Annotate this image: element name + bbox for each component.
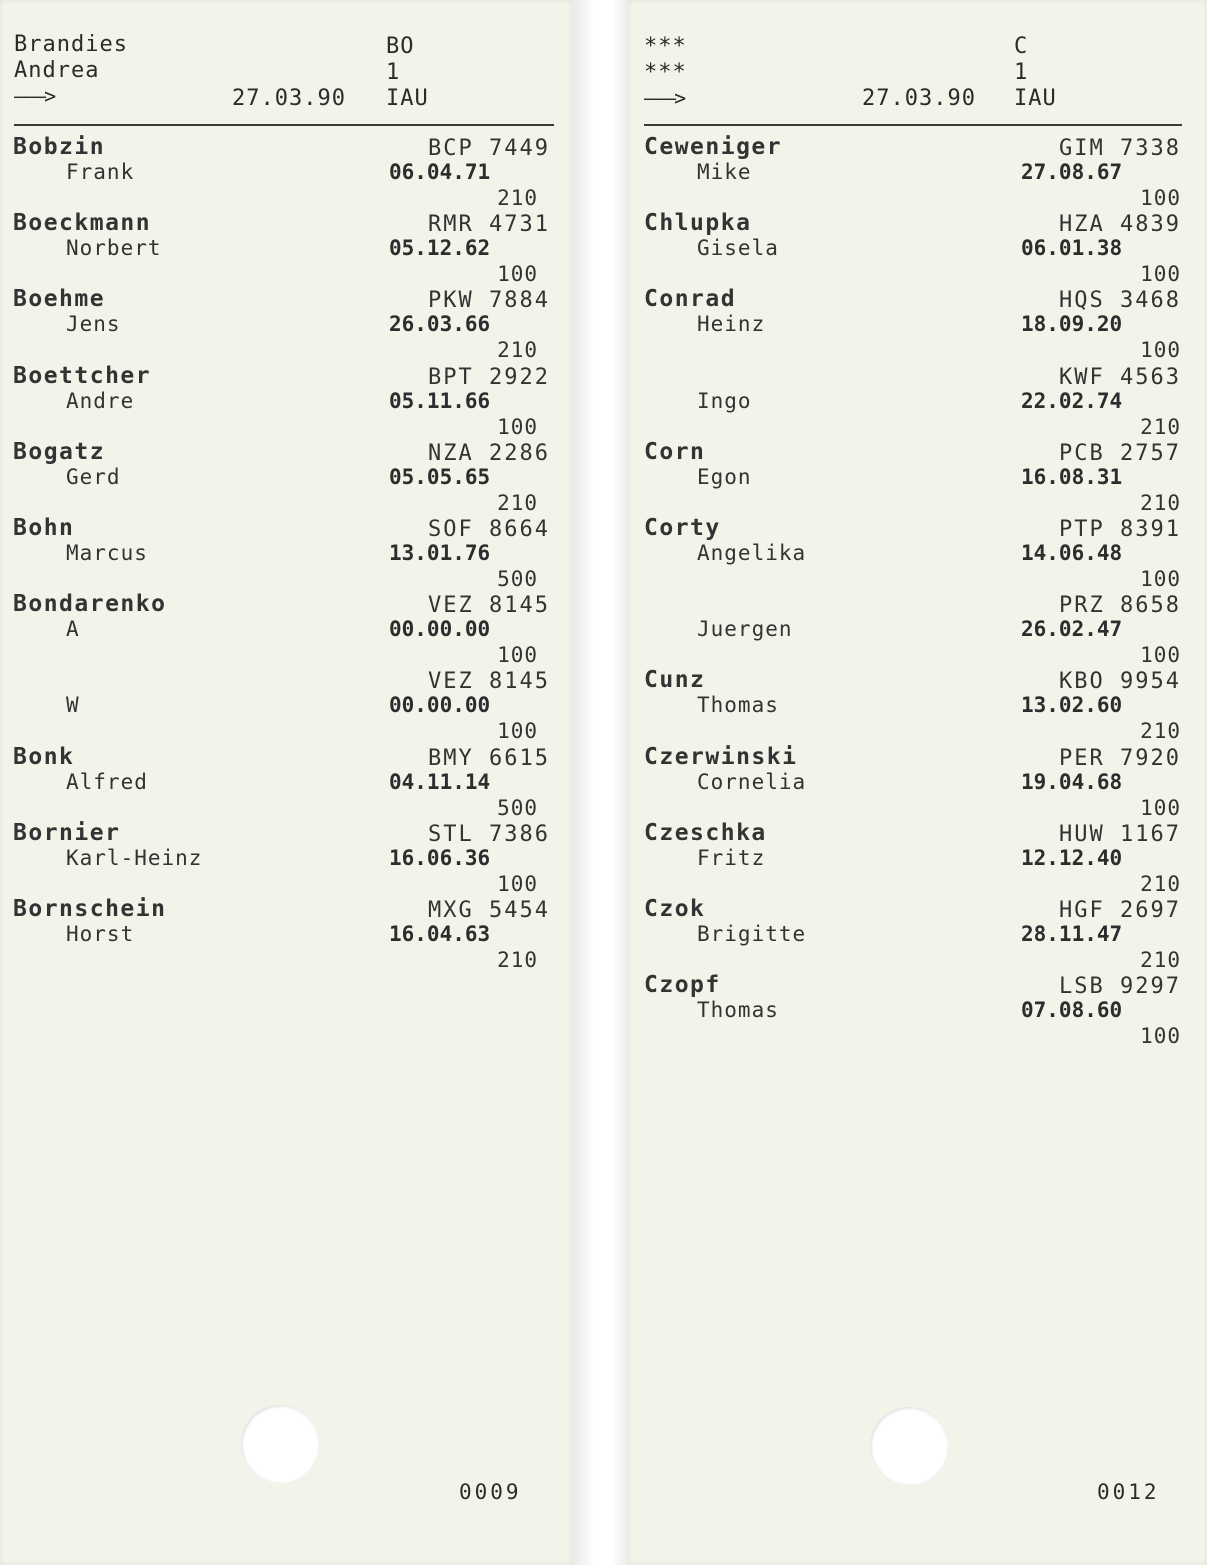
entry-surname: Corty	[644, 515, 721, 541]
entry-amount: 210	[1140, 948, 1181, 972]
entry-amount: 100	[1140, 338, 1181, 363]
page-number: 0009	[459, 1480, 522, 1504]
header-rule	[644, 124, 1182, 126]
entry-amount: 210	[1140, 719, 1181, 744]
entry-code: KWF 4563	[1059, 364, 1181, 390]
entry-amount: 210	[1140, 414, 1181, 439]
punch-hole	[241, 1405, 319, 1483]
entry-code: LSB 9297	[1059, 974, 1181, 1000]
entry-code: BPT 2922	[428, 364, 550, 390]
entry-code: MXG 5454	[428, 898, 550, 923]
entry-date: 00.00.00	[389, 617, 491, 642]
entry-amount: 100	[497, 643, 538, 668]
entry-code: PRZ 8658	[1059, 593, 1181, 619]
entry-code: HUW 1167	[1059, 821, 1181, 847]
entry-amount: 210	[497, 490, 538, 515]
entry-surname: Czopf	[644, 972, 721, 999]
header-name-line1: Brandies	[14, 32, 128, 57]
entry-firstname: A	[66, 617, 80, 642]
entry-date: 26.03.66	[389, 312, 491, 337]
entry-date: 06.04.71	[389, 160, 491, 184]
entry-firstname: Ingo	[697, 388, 752, 413]
entry-firstname: Gerd	[66, 464, 121, 489]
entry-code: PER 7920	[1059, 745, 1181, 771]
entry-firstname: Mike	[697, 160, 752, 184]
entry-code: HGF 2697	[1059, 898, 1181, 923]
entry-firstname: Horst	[66, 922, 135, 946]
entry-firstname: Jens	[66, 312, 121, 337]
entry-firstname: Angelika	[697, 541, 807, 565]
entry-date: 12.12.40	[1021, 845, 1123, 870]
entry-date: 07.08.60	[1021, 998, 1123, 1023]
entry-firstname: Heinz	[697, 312, 766, 337]
entry-date: 18.09.20	[1021, 312, 1123, 337]
entry-amount: 100	[1140, 567, 1181, 591]
entry-code: BMY 6615	[428, 745, 550, 771]
header-arrow: ———>	[14, 84, 55, 108]
entry-date: 05.11.66	[389, 388, 491, 413]
entry-surname: Bohn	[13, 515, 75, 541]
entry-surname: Bornschein	[13, 896, 167, 922]
entry-date: 04.11.14	[389, 769, 491, 794]
entry-date: 13.01.76	[389, 541, 491, 565]
entry-amount: 210	[1140, 871, 1181, 896]
entry-code: RMR 4731	[428, 212, 550, 238]
entry-surname: Ceweniger	[644, 134, 783, 160]
sheet-gap	[572, 0, 628, 1565]
header-date: 27.03.90	[232, 86, 346, 111]
entry-surname: Boettcher	[13, 362, 152, 389]
header-code-line2: 1	[1014, 60, 1029, 85]
entry-surname: Bobzin	[13, 134, 106, 160]
header-date: 27.03.90	[862, 86, 976, 111]
entry-surname: Boeckmann	[13, 210, 152, 237]
entry-date: 16.06.36	[389, 845, 491, 870]
header-code-line2: 1	[386, 60, 401, 85]
entry-surname: Cunz	[644, 667, 706, 694]
entry-surname: Bornier	[13, 819, 121, 846]
page-number: 0012	[1097, 1480, 1160, 1504]
entry-date: 05.12.62	[389, 236, 491, 261]
entry-amount: 210	[497, 338, 538, 363]
entry-amount: 100	[497, 871, 538, 896]
entry-firstname: Gisela	[697, 236, 779, 261]
entry-firstname: Juergen	[697, 617, 793, 642]
punch-hole	[870, 1407, 948, 1485]
entry-amount: 100	[1140, 643, 1181, 668]
entry-surname: Chlupka	[644, 210, 752, 237]
entry-date: 16.08.31	[1021, 464, 1123, 489]
entry-date: 19.04.68	[1021, 769, 1123, 794]
entry-firstname: Marcus	[66, 541, 148, 565]
entry-surname: Bonk	[13, 743, 75, 770]
entry-amount: 100	[497, 414, 538, 439]
entry-firstname: Cornelia	[697, 769, 807, 794]
right-sheet	[628, 0, 1207, 1565]
entry-amount: 100	[1140, 186, 1181, 210]
entry-firstname: W	[66, 693, 80, 718]
entry-amount: 210	[1140, 490, 1181, 515]
entry-firstname: Andre	[66, 388, 135, 413]
entry-code: KBO 9954	[1059, 669, 1181, 695]
entry-date: 27.08.67	[1021, 160, 1123, 184]
entry-amount: 100	[497, 262, 538, 287]
entry-code: GIM 7338	[1059, 136, 1181, 161]
entry-date: 13.02.60	[1021, 693, 1123, 718]
entry-surname: Boehme	[13, 286, 106, 313]
entry-code: HZA 4839	[1059, 212, 1181, 238]
entry-code: PCB 2757	[1059, 440, 1181, 466]
header-arrow: ———>	[644, 86, 685, 110]
entry-amount: 500	[497, 567, 538, 591]
entry-amount: 100	[497, 719, 538, 744]
header-code-line1: BO	[386, 34, 415, 59]
header-name-line1: ***	[644, 34, 687, 59]
entry-code: BCP 7449	[428, 136, 550, 161]
entry-surname: Czok	[644, 896, 706, 922]
left-sheet	[0, 0, 572, 1565]
entry-date: 00.00.00	[389, 693, 491, 718]
entry-amount: 210	[497, 186, 538, 210]
entry-code: STL 7386	[428, 821, 550, 847]
entry-code: VEZ 8145	[428, 593, 550, 619]
entry-amount: 100	[1140, 795, 1181, 820]
entry-date: 06.01.38	[1021, 236, 1123, 261]
header-code-line3: IAU	[386, 86, 429, 111]
entry-firstname: Thomas	[697, 998, 779, 1023]
entry-surname: Corn	[644, 438, 706, 465]
entry-surname: Conrad	[644, 286, 737, 313]
entry-date: 28.11.47	[1021, 922, 1123, 946]
entry-code: HQS 3468	[1059, 288, 1181, 314]
header-rule	[14, 124, 554, 126]
entry-date: 22.02.74	[1021, 388, 1123, 413]
entry-surname: Czerwinski	[644, 743, 798, 770]
entry-date: 05.05.65	[389, 464, 491, 489]
entry-amount: 500	[497, 795, 538, 820]
entry-code: SOF 8664	[428, 517, 550, 542]
entry-amount: 210	[497, 948, 538, 972]
entry-code: NZA 2286	[428, 440, 550, 466]
entry-amount: 100	[1140, 1024, 1181, 1049]
entry-firstname: Alfred	[66, 769, 148, 794]
entry-surname: Bondarenko	[13, 591, 167, 618]
header-name-line2: Andrea	[14, 58, 100, 83]
entry-code: VEZ 8145	[428, 669, 550, 695]
entry-date: 14.06.48	[1021, 541, 1123, 565]
entry-firstname: Thomas	[697, 693, 779, 718]
entry-date: 16.04.63	[389, 922, 491, 946]
entry-firstname: Frank	[66, 160, 135, 184]
entry-surname: Czeschka	[644, 819, 767, 846]
entry-amount: 100	[1140, 262, 1181, 287]
header-name-line2: ***	[644, 60, 687, 85]
header-code-line1: C	[1014, 34, 1029, 59]
entry-firstname: Karl-Heinz	[66, 845, 203, 870]
entry-firstname: Brigitte	[697, 922, 807, 946]
entry-code: PTP 8391	[1059, 517, 1181, 542]
entry-code: PKW 7884	[428, 288, 550, 314]
entry-date: 26.02.47	[1021, 617, 1123, 642]
entry-firstname: Norbert	[66, 236, 162, 261]
entry-surname: Bogatz	[13, 438, 106, 465]
entry-firstname: Fritz	[697, 845, 766, 870]
entry-firstname: Egon	[697, 464, 752, 489]
header-code-line3: IAU	[1014, 86, 1057, 111]
